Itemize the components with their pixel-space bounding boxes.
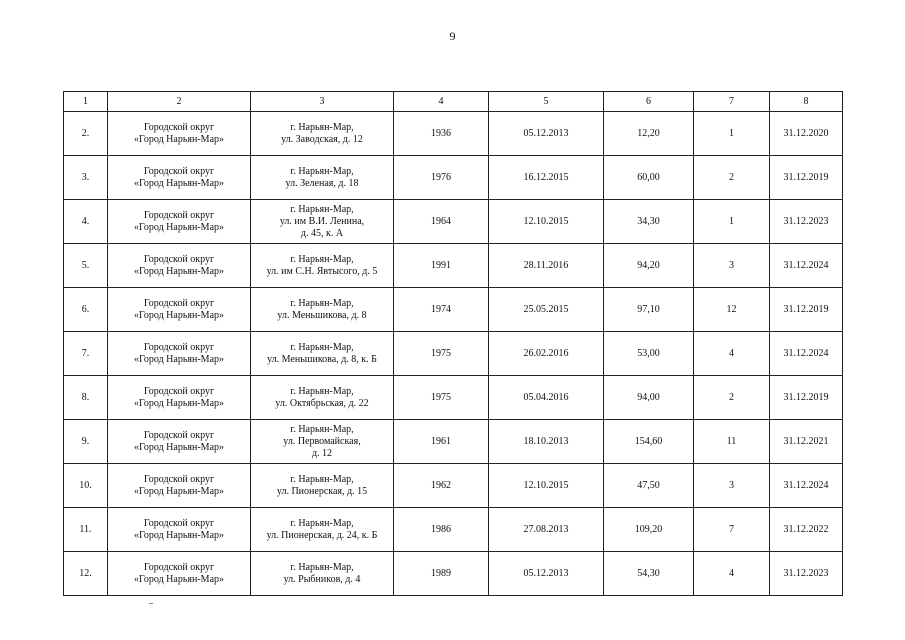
table-row (64, 508, 843, 552)
count-cell: 2 (694, 376, 770, 420)
address-cell: г. Нарьян-Мар, ул. Рыбников, д. 4 (251, 552, 394, 596)
count-cell: 12 (694, 288, 770, 332)
count-cell: 4 (694, 552, 770, 596)
date-cell: 18.10.2013 (489, 420, 604, 464)
area-cell: 53,00 (604, 332, 694, 376)
date-cell: 12.10.2015 (489, 200, 604, 244)
year-cell: 1964 (394, 200, 489, 244)
district-cell: Городской округ «Город Нарьян-Мар» (108, 200, 251, 244)
row-number-cell: 11. (64, 508, 108, 552)
row-number-cell: 8. (64, 376, 108, 420)
table-row (64, 156, 843, 200)
table-row (64, 288, 843, 332)
address-cell: г. Нарьян-Мар, ул. Зеленая, д. 18 (251, 156, 394, 200)
year-cell: 1962 (394, 464, 489, 508)
table-row (64, 200, 843, 244)
address-cell: г. Нарьян-Мар, ул. Заводская, д. 12 (251, 112, 394, 156)
district-cell: Городской округ «Город Нарьян-Мар» (108, 332, 251, 376)
table-row (64, 244, 843, 288)
count-cell: 2 (694, 156, 770, 200)
district-cell: Городской округ «Город Нарьян-Мар» (108, 420, 251, 464)
count-cell: 11 (694, 420, 770, 464)
district-cell: Городской округ «Город Нарьян-Мар» (108, 552, 251, 596)
area-cell: 109,20 (604, 508, 694, 552)
deadline-cell: 31.12.2024 (770, 244, 843, 288)
year-cell: 1961 (394, 420, 489, 464)
district-cell: Городской округ «Город Нарьян-Мар» (108, 464, 251, 508)
deadline-cell: 31.12.2023 (770, 200, 843, 244)
area-cell: 94,20 (604, 244, 694, 288)
count-cell: 7 (694, 508, 770, 552)
table-header (64, 92, 843, 112)
table-row (64, 420, 843, 464)
count-cell: 4 (694, 332, 770, 376)
district-cell: Городской округ «Город Нарьян-Мар» (108, 288, 251, 332)
count-cell: 1 (694, 200, 770, 244)
table-row (64, 464, 843, 508)
row-number-cell: 9. (64, 420, 108, 464)
column-header: 6 (604, 92, 694, 112)
year-cell: 1986 (394, 508, 489, 552)
district-cell: Городской округ «Город Нарьян-Мар» (108, 376, 251, 420)
address-cell: г. Нарьян-Мар, ул. Пионерская, д. 24, к. Б (251, 508, 394, 552)
area-cell: 34,30 (604, 200, 694, 244)
table-row (64, 112, 843, 156)
date-cell: 05.12.2013 (489, 552, 604, 596)
date-cell: 16.12.2015 (489, 156, 604, 200)
table-row (64, 552, 843, 596)
district-cell: Городской округ «Город Нарьян-Мар» (108, 244, 251, 288)
row-number-cell: 7. (64, 332, 108, 376)
column-header: 8 (770, 92, 843, 112)
area-cell: 60,00 (604, 156, 694, 200)
address-cell: г. Нарьян-Мар, ул. им В.И. Ленина, д. 45, к. А (251, 200, 394, 244)
deadline-cell: 31.12.2019 (770, 288, 843, 332)
date-cell: 12.10.2015 (489, 464, 604, 508)
row-number-cell: 10. (64, 464, 108, 508)
column-header: 3 (251, 92, 394, 112)
deadline-cell: 31.12.2020 (770, 112, 843, 156)
year-cell: 1976 (394, 156, 489, 200)
deadline-cell: 31.12.2024 (770, 464, 843, 508)
row-number-cell: 6. (64, 288, 108, 332)
count-cell: 1 (694, 112, 770, 156)
deadline-cell: 31.12.2021 (770, 420, 843, 464)
address-cell: г. Нарьян-Мар, ул. Меньшикова, д. 8, к. Б (251, 332, 394, 376)
housing-registry-table (63, 91, 843, 596)
table-row (64, 376, 843, 420)
deadline-cell: 31.12.2023 (770, 552, 843, 596)
row-number-cell: 5. (64, 244, 108, 288)
year-cell: 1975 (394, 332, 489, 376)
district-cell: Городской округ «Город Нарьян-Мар» (108, 112, 251, 156)
header-row (64, 92, 843, 112)
district-cell: Городской округ «Город Нарьян-Мар» (108, 508, 251, 552)
address-cell: г. Нарьян-Мар, ул. Меньшикова, д. 8 (251, 288, 394, 332)
area-cell: 154,60 (604, 420, 694, 464)
row-number-cell: 3. (64, 156, 108, 200)
year-cell: 1974 (394, 288, 489, 332)
table-row (64, 332, 843, 376)
address-cell: г. Нарьян-Мар, ул. Пионерская, д. 15 (251, 464, 394, 508)
date-cell: 26.02.2016 (489, 332, 604, 376)
area-cell: 12,20 (604, 112, 694, 156)
deadline-cell: 31.12.2022 (770, 508, 843, 552)
date-cell: 05.04.2016 (489, 376, 604, 420)
table-body (64, 112, 843, 596)
column-header: 1 (64, 92, 108, 112)
row-number-cell: 2. (64, 112, 108, 156)
column-header: 5 (489, 92, 604, 112)
area-cell: 97,10 (604, 288, 694, 332)
date-cell: 25.05.2015 (489, 288, 604, 332)
row-number-cell: 4. (64, 200, 108, 244)
address-cell: г. Нарьян-Мар, ул. Октябрьская, д. 22 (251, 376, 394, 420)
column-header: 7 (694, 92, 770, 112)
deadline-cell: 31.12.2019 (770, 376, 843, 420)
address-cell: г. Нарьян-Мар, ул. им С.Н. Явтысого, д. 5 (251, 244, 394, 288)
area-cell: 47,50 (604, 464, 694, 508)
deadline-cell: 31.12.2024 (770, 332, 843, 376)
area-cell: 54,30 (604, 552, 694, 596)
date-cell: 28.11.2016 (489, 244, 604, 288)
area-cell: 94,00 (604, 376, 694, 420)
scan-mark (149, 603, 153, 604)
date-cell: 27.08.2013 (489, 508, 604, 552)
count-cell: 3 (694, 464, 770, 508)
year-cell: 1989 (394, 552, 489, 596)
district-cell: Городской округ «Город Нарьян-Мар» (108, 156, 251, 200)
page-number: 9 (449, 29, 456, 43)
address-cell: г. Нарьян-Мар, ул. Первомайская, д. 12 (251, 420, 394, 464)
deadline-cell: 31.12.2019 (770, 156, 843, 200)
column-header: 4 (394, 92, 489, 112)
count-cell: 3 (694, 244, 770, 288)
date-cell: 05.12.2013 (489, 112, 604, 156)
year-cell: 1975 (394, 376, 489, 420)
column-header: 2 (108, 92, 251, 112)
row-number-cell: 12. (64, 552, 108, 596)
year-cell: 1936 (394, 112, 489, 156)
year-cell: 1991 (394, 244, 489, 288)
